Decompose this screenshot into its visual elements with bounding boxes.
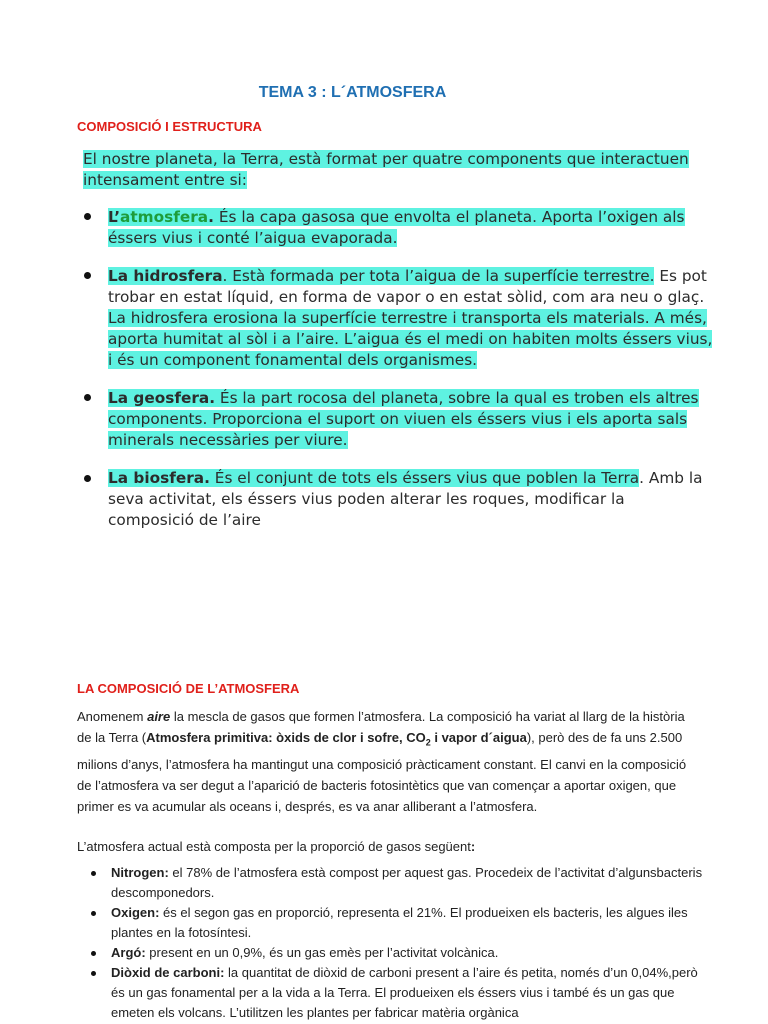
item-prefix: L’	[108, 208, 121, 226]
gas-item-oxigen	[111, 903, 706, 943]
composition-paragraph	[77, 706, 702, 817]
page-title: TEMA 3 : L´ATMOSFERA	[258, 84, 447, 101]
item-text-highlighted-2: La hidrosfera erosiona la superfície terrestre i transporta els materials. A més, aporta humitat al sòl i a l’aire. L’aigua és el medi on habiten molts éssers vius, i és un component fonamental dels organismes.	[108, 309, 713, 369]
para-text: ), però des de fa uns 2.500 milions d’anys, l’atmosfera ha mantingut una composició pràcticament constant. El canvi en la composició de l’atmosfera va ser degut a l’aparició de bacteris fotosintètics que van començar a aportar oxigen, que primer es va acumular als oceans i, després, es va anar alliberant a l’atmosfera.	[77, 730, 687, 814]
item-text-plain: Es pot trobar en estat líquid, en forma de vapor o en estat sòlid, com ara neu o glaç.	[108, 267, 707, 306]
para-text: Anomenem	[77, 709, 148, 724]
item-term-atmosfera: atmosfera	[120, 208, 209, 226]
item-term-biosfera: La biosfera.	[108, 469, 210, 487]
gas-item-dioxid-carboni	[111, 963, 706, 1023]
intro-paragraph	[83, 149, 703, 191]
gas-text: present en un 0,9%, és un gas emès per l’activitat volcànica.	[145, 945, 499, 960]
bold-text: i vapor d´aigua	[430, 730, 527, 745]
item-text-plain: . Amb la seva activitat, els éssers vius poden alterar les roques, modificar la composició de l’aire	[108, 469, 703, 529]
bullet-dot	[84, 394, 91, 401]
primitive-atmosphere-bold	[146, 730, 527, 748]
item-term-geosfera: La geosfera.	[108, 389, 216, 407]
gas-name: Argó:	[111, 945, 146, 960]
list-item-atmosfera	[108, 207, 713, 249]
bullet-dot	[91, 911, 96, 916]
gas-name: Oxigen:	[111, 905, 160, 920]
bullet-dot	[91, 971, 96, 976]
list-item-hidrosfera	[108, 266, 713, 371]
section-heading-composicio-estructura: COMPOSICIÓ I ESTRUCTURA	[77, 119, 262, 134]
gas-item-argo	[111, 943, 706, 963]
bullet-dot	[91, 951, 96, 956]
gas-name: Diòxid de carboni:	[111, 965, 225, 980]
item-term-hidrosfera: La hidrosfera	[108, 267, 223, 285]
term-aire: aire	[147, 709, 171, 724]
list-item-biosfera	[108, 468, 713, 531]
gas-text: la quantitat de diòxid de carboni present a l’aire és petita, només d’un 0,04%,però és un gas fonamental per a la vida a la Terra. El produeixen els éssers vius i també és un gas que emeten els volcans. L’utilitzen les plantes per fabricar matèria orgànica	[111, 965, 698, 1020]
item-text-highlighted: És la capa gasosa que envolta el planeta. Aporta l’oxigen als éssers vius i conté l’aigua evaporada.	[108, 208, 685, 247]
bullet-dot	[84, 272, 91, 279]
gas-text: és el segon gas en proporció, representa el 21%. El produeixen els bacteris, les algues iles plantes en la fotosíntesi.	[111, 905, 688, 940]
bullet-dot	[84, 213, 91, 220]
bold-text: Atmosfera primitiva: òxids de clor i sofre, CO	[146, 730, 426, 745]
item-text-highlighted: És el conjunt de tots els éssers vius que poblen la Terra	[209, 469, 640, 487]
item-term-dot: .	[208, 208, 214, 226]
bullet-dot	[91, 871, 96, 876]
bullet-dot	[84, 475, 91, 482]
para-text: L’atmosfera actual està composta per la proporció de gasos següent	[77, 839, 471, 854]
para-text: la mescla de gasos que formen l’atmosfera. La composició ha variat al llarg de la història de la Terra (	[77, 709, 685, 745]
section-heading-composicio-atmosfera: LA COMPOSICIÓ DE L’ATMOSFERA	[77, 681, 300, 696]
colon: :	[470, 839, 476, 854]
gas-name: Nitrogen:	[111, 865, 169, 880]
subscript-2: 2	[425, 737, 431, 748]
intro-text: El nostre planeta, la Terra, està format per quatre components que interactuen intensament entre si:	[83, 150, 689, 189]
gas-intro-paragraph	[77, 836, 702, 857]
gas-item-nitrogen	[111, 863, 706, 903]
gas-text: el 78% de l’atmosfera està compost per aquest gas. Procedeix de l’activitat d’algunsbacteris descomponedors.	[111, 865, 703, 900]
item-text-highlighted: . Està formada per tota l’aigua de la superfície terrestre.	[222, 267, 655, 285]
item-text-highlighted: És la part rocosa del planeta, sobre la qual es troben els altres components. Proporciona el suport on viuen els éssers vius i els aporta sals minerals necessàries per viure.	[108, 389, 699, 449]
list-item-geosfera	[108, 388, 713, 451]
